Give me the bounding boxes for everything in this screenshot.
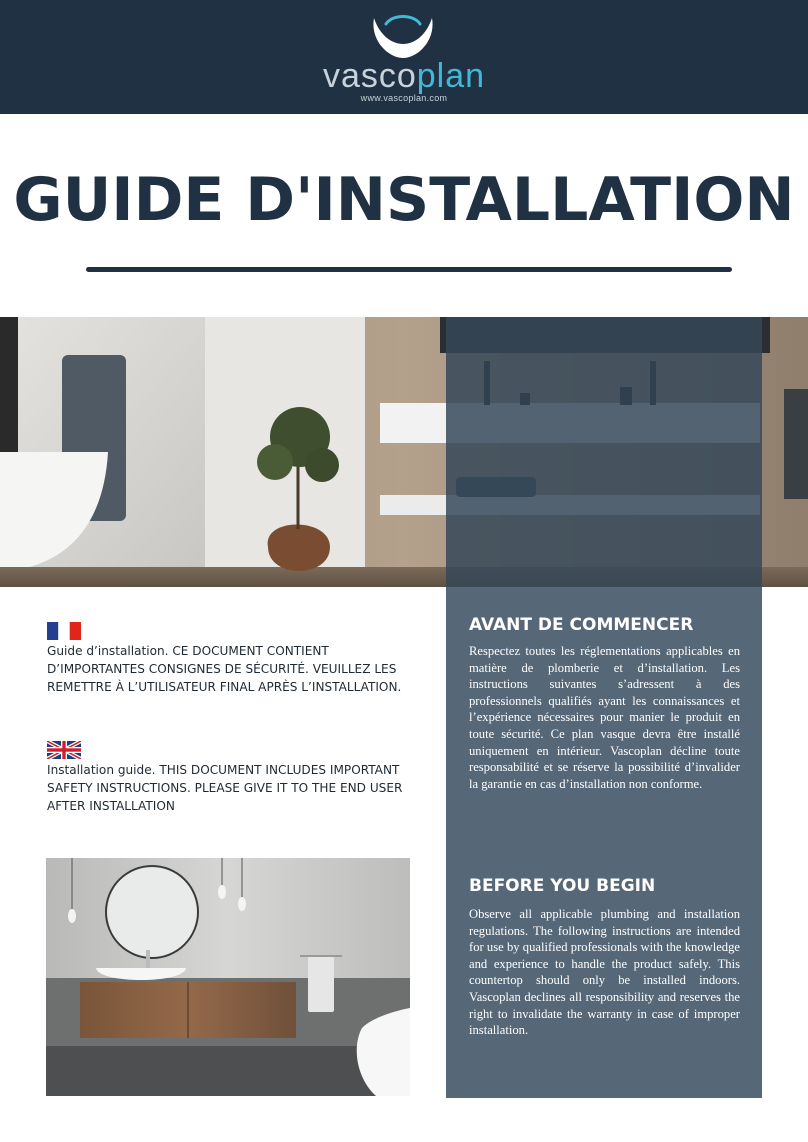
vanity-bathroom-photo bbox=[46, 858, 410, 1096]
english-notice: Installation guide. THIS DOCUMENT INCLUDES IMPORTANT SAFETY INSTRUCTIONS. PLEASE GIVE IT TO THE END USER AFTER INSTALLATION bbox=[47, 763, 403, 813]
title-underline bbox=[86, 267, 732, 272]
avant-body: Respectez toutes les réglementations applicables en matière de plomberie et d’installation. Les instructions suivantes s’adressent à des professionnels qualifiés ayant les connaissances et l’expérience nécessaires pour manier le produit en toute sécurité. Ce plan vasque devra être installé uniquement en intérieur. Vascoplan décline toute responsabilité et se réserve la possibilité d’invalider la garantie en cas d’installation non conforme. bbox=[469, 644, 740, 791]
page-title: GUIDE D'INSTALLATION bbox=[13, 165, 795, 235]
brand-wordmark: vascoplan bbox=[322, 57, 486, 95]
before-body: Observe all applicable plumbing and installation regulations. The following instructions are intended for use by qualified professionals with the knowledge and experience to handle the product safely. This countertop should only be installed indoors. Vascoplan declines all responsibility and reserves the right to invalidate the warranty in case of improper installation. bbox=[469, 907, 740, 1038]
avant-title: AVANT DE COMMENCER bbox=[469, 615, 694, 635]
vascoplan-logo-icon bbox=[368, 10, 438, 60]
uk-flag-icon bbox=[47, 741, 81, 759]
brand-url[interactable]: www.vascoplan.com bbox=[360, 93, 448, 103]
french-notice: Guide d’installation. CE DOCUMENT CONTIENT D’IMPORTANTES CONSIGNES DE SÉCURITÉ. VEUILLEZ LES REMETTRE À L’UTILISATEUR FINAL APRÈS L’INSTALLATION. bbox=[47, 644, 402, 694]
header-bar bbox=[0, 0, 808, 114]
before-title: BEFORE YOU BEGIN bbox=[469, 876, 656, 896]
france-flag-icon bbox=[47, 622, 81, 640]
